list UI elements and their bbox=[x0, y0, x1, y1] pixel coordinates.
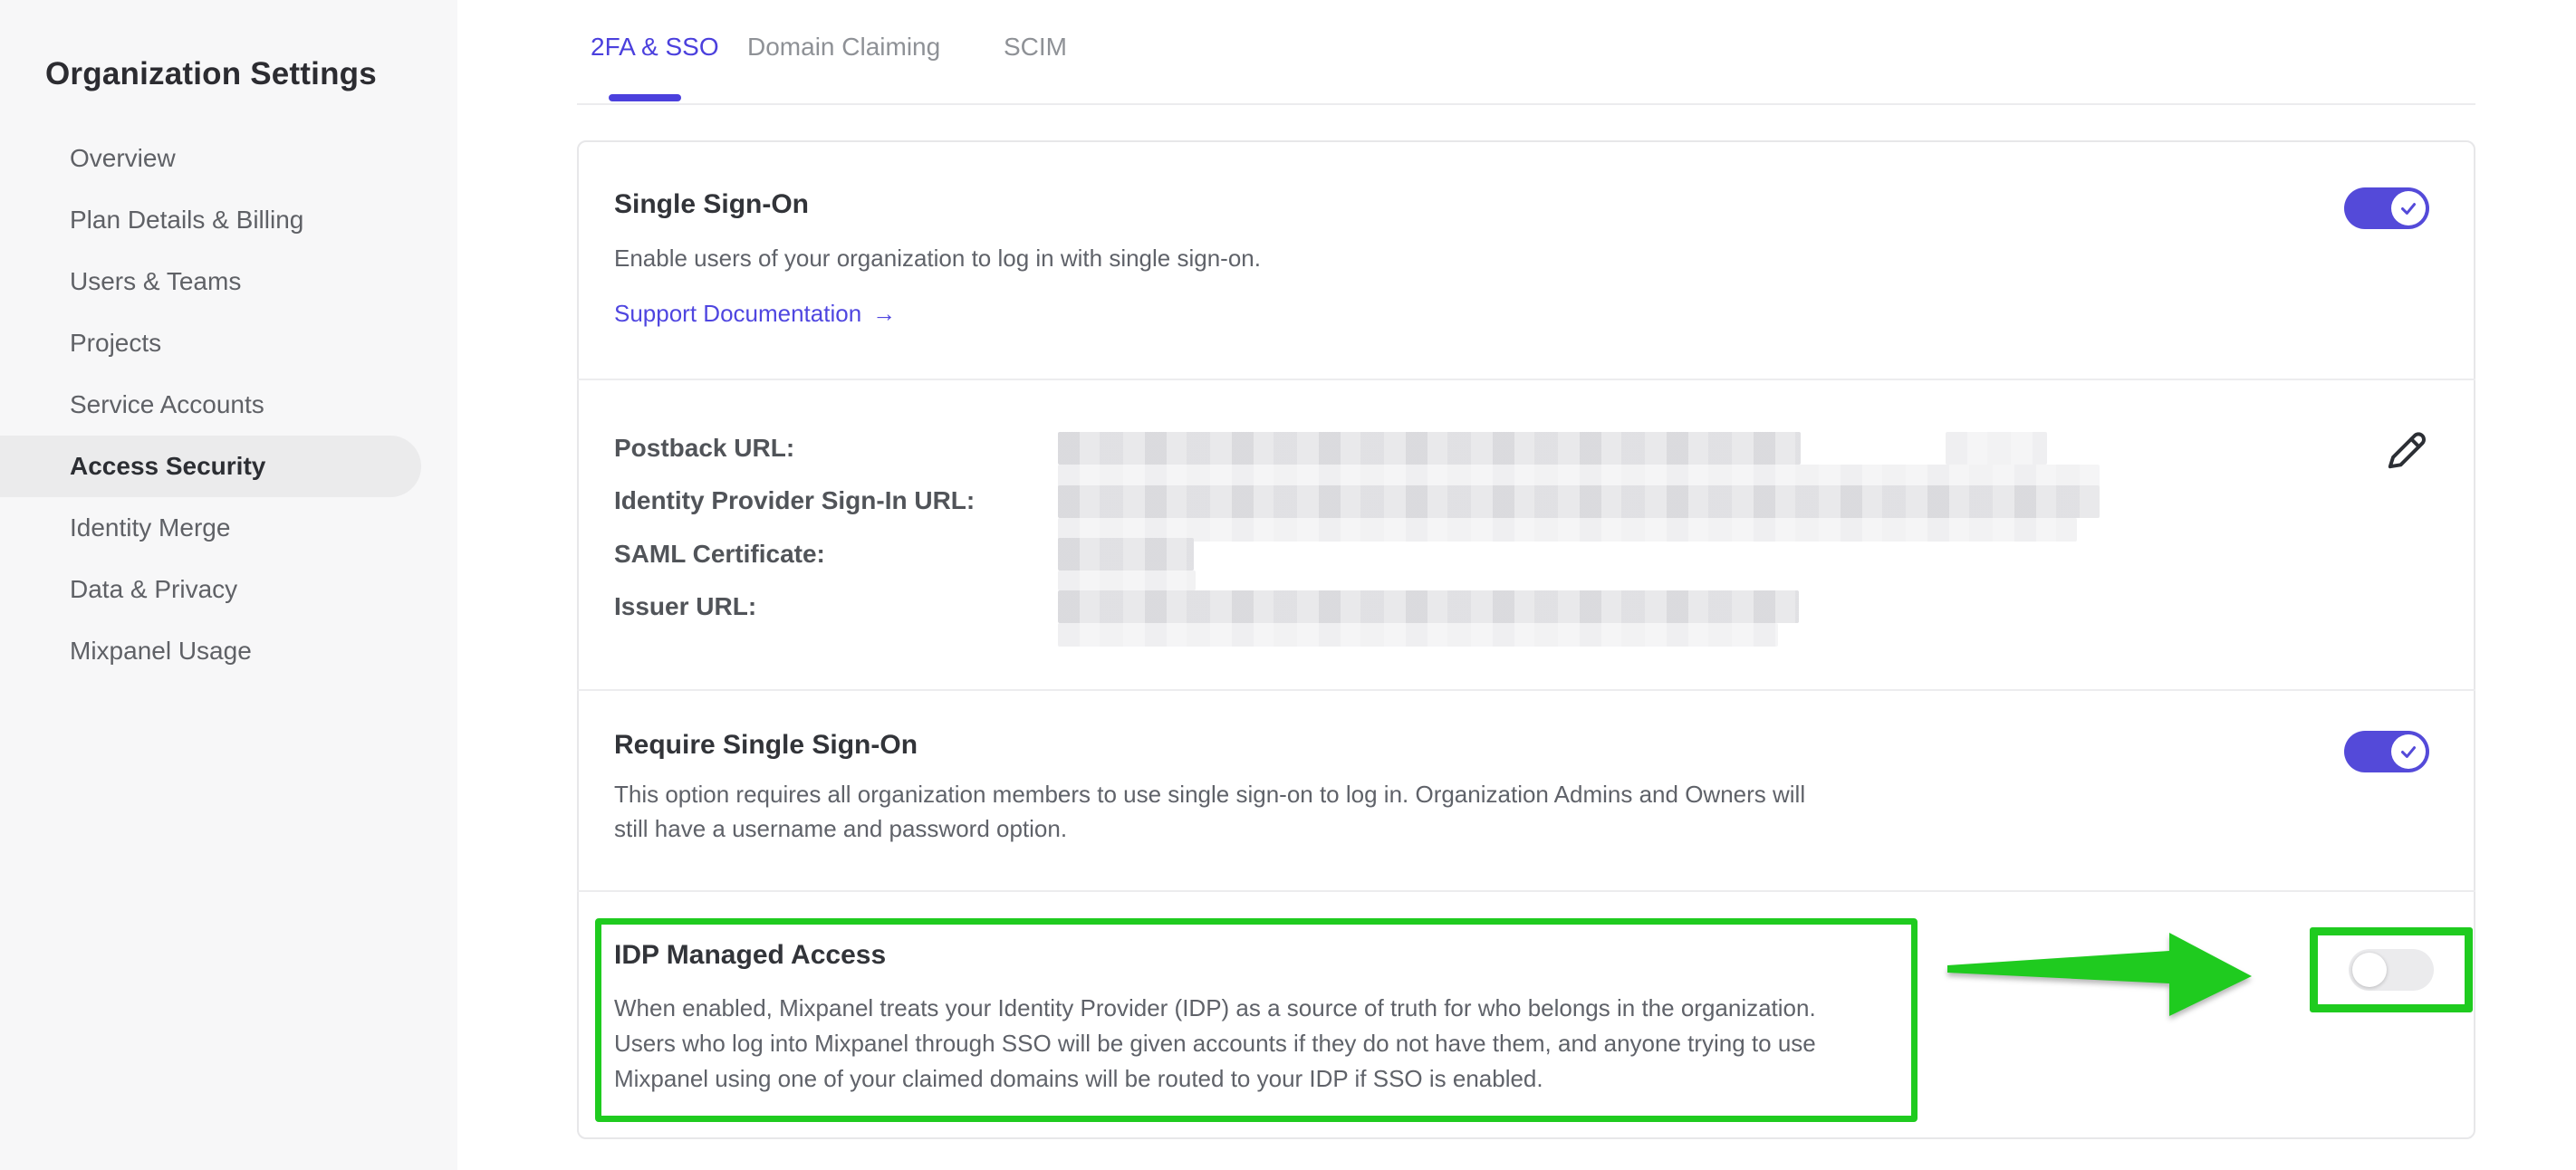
single-sign-on-toggle[interactable] bbox=[2344, 187, 2429, 229]
field-label-saml-certificate: SAML Certificate: bbox=[614, 540, 825, 568]
arrow-right-icon: → bbox=[872, 300, 897, 327]
sidebar-item-projects[interactable]: Projects bbox=[70, 329, 162, 357]
active-tab-indicator bbox=[609, 94, 681, 101]
tab-2fa-sso[interactable]: 2FA & SSO bbox=[591, 33, 719, 61]
annotation-arrow-icon bbox=[1947, 924, 2296, 1023]
postback-url-value-redacted bbox=[1946, 432, 2047, 465]
sidebar-item-users-teams[interactable]: Users & Teams bbox=[70, 267, 242, 295]
tab-bottom-border bbox=[577, 103, 2475, 105]
require-sso-description-line2: still have a username and password option. bbox=[614, 815, 1068, 842]
toggle-knob bbox=[2352, 953, 2387, 987]
require-sso-heading: Require Single Sign-On bbox=[614, 730, 918, 760]
sidebar-item-mixpanel-usage[interactable]: Mixpanel Usage bbox=[70, 637, 252, 665]
sidebar-item-plan-details-billing[interactable]: Plan Details & Billing bbox=[70, 206, 304, 234]
require-sso-toggle[interactable] bbox=[2344, 731, 2429, 772]
edit-saml-config-button[interactable] bbox=[2381, 425, 2432, 475]
sidebar-nav bbox=[0, 128, 457, 682]
sidebar-item-service-accounts[interactable]: Service Accounts bbox=[70, 390, 264, 418]
sidebar-item-access-security[interactable]: Access Security bbox=[70, 452, 266, 480]
tab-scim[interactable]: SCIM bbox=[1004, 33, 1067, 61]
idp-managed-access-heading: IDP Managed Access bbox=[614, 940, 887, 970]
check-icon bbox=[2397, 197, 2420, 220]
require-sso-description-line1: This option requires all organization members to use single sign-on to log in. Organization Admins and Owners will bbox=[614, 781, 1806, 808]
single-sign-on-heading: Single Sign-On bbox=[614, 189, 809, 219]
page-title: Organization Settings bbox=[45, 56, 377, 91]
field-label-issuer-url: Issuer URL: bbox=[614, 592, 757, 620]
issuer-url-value-redacted bbox=[1058, 590, 1799, 623]
idp-description-line3: Mixpanel using one of your claimed domains will be routed to your IDP if SSO is enabled. bbox=[614, 1065, 1543, 1092]
toggle-knob bbox=[2391, 734, 2426, 769]
sidebar-item-identity-merge[interactable]: Identity Merge bbox=[70, 513, 231, 542]
section-divider bbox=[577, 890, 2475, 892]
tab-domain-claiming[interactable]: Domain Claiming bbox=[747, 33, 941, 61]
section-divider bbox=[577, 689, 2475, 691]
require-sso-description bbox=[614, 777, 1805, 846]
idp-signin-url-value-redacted bbox=[1058, 518, 2077, 542]
support-documentation-label: Support Documentation bbox=[614, 300, 862, 327]
field-label-postback-url: Postback URL: bbox=[614, 434, 795, 462]
section-divider bbox=[577, 379, 2475, 380]
sidebar-item-data-privacy[interactable]: Data & Privacy bbox=[70, 575, 238, 603]
field-label-idp-signin-url: Identity Provider Sign-In URL: bbox=[614, 486, 976, 514]
pencil-icon bbox=[2381, 425, 2432, 475]
idp-description-line2: Users who log into Mixpanel through SSO will be given accounts if they do not have them, and anyone trying to use bbox=[614, 1030, 1816, 1057]
toggle-knob bbox=[2391, 191, 2426, 225]
single-sign-on-description: Enable users of your organization to log in with single sign-on. bbox=[614, 245, 1261, 272]
saml-certificate-value-redacted bbox=[1058, 571, 1196, 590]
saml-certificate-value-redacted bbox=[1058, 538, 1194, 571]
idp-managed-access-description bbox=[614, 991, 1816, 1097]
sidebar bbox=[0, 0, 457, 1170]
idp-managed-access-toggle[interactable] bbox=[2349, 949, 2434, 991]
idp-description-line1: When enabled, Mixpanel treats your Identity Provider (IDP) as a source of truth for who belongs in the organization. bbox=[614, 994, 1816, 1021]
postback-url-value-redacted bbox=[1058, 432, 1801, 465]
issuer-url-value-redacted bbox=[1058, 623, 1778, 647]
sidebar-item-overview[interactable]: Overview bbox=[70, 144, 176, 172]
support-documentation-link[interactable] bbox=[614, 298, 896, 329]
check-icon bbox=[2397, 740, 2420, 763]
idp-signin-url-value-redacted bbox=[1058, 485, 2100, 518]
